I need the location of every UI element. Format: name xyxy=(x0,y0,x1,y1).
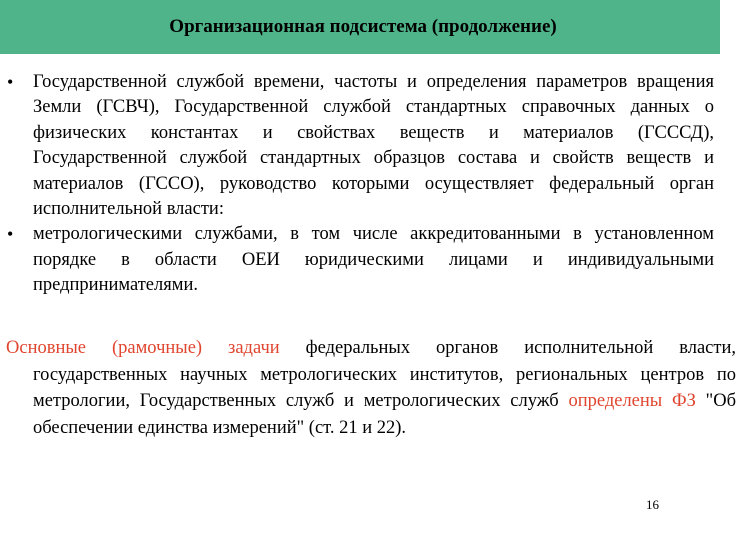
bullet-icon: • xyxy=(7,224,14,245)
title-bar xyxy=(0,0,720,54)
bullet-list xyxy=(6,70,714,299)
highlight-defined-by-law: определены ФЗ xyxy=(568,391,696,411)
slide-title: Организационная подсистема (продолжение) xyxy=(169,16,557,37)
page-number: 16 xyxy=(646,497,659,512)
paragraph-text-1: федеральных органов исполнительной власти, государственных научных метрологических институтов, региональных центров по метрологии, Государственных служб и метрологических служб xyxy=(33,338,736,411)
highlight-main-tasks: Основные (рамочные) задачи xyxy=(6,338,280,358)
bullet-item xyxy=(6,222,714,298)
bullet-text: метрологическими службами, в том числе аккредитованными в установленном порядке в области ОЕИ юридическими лицами и индивидуальными предпринимателями. xyxy=(33,224,714,296)
paragraph-text-2: "Об обеспечении единства измерений" (ст. 21 и 22). xyxy=(33,391,736,438)
bullet-item xyxy=(6,70,714,222)
bullet-text: Государственной службой времени, частоты и определения параметров вращения Земли (ГСВЧ), Государственной службой стандартных справочных данных о физических константах и свойствах веществ и материалов (ГСССД), Государственной службой стандартных образцов состава и свойств веществ и материалов (ГССО), руководство которыми осуществляет федеральный орган исполнительной власти: xyxy=(33,72,714,220)
bullet-icon: • xyxy=(7,72,14,92)
tasks-paragraph xyxy=(6,335,736,441)
